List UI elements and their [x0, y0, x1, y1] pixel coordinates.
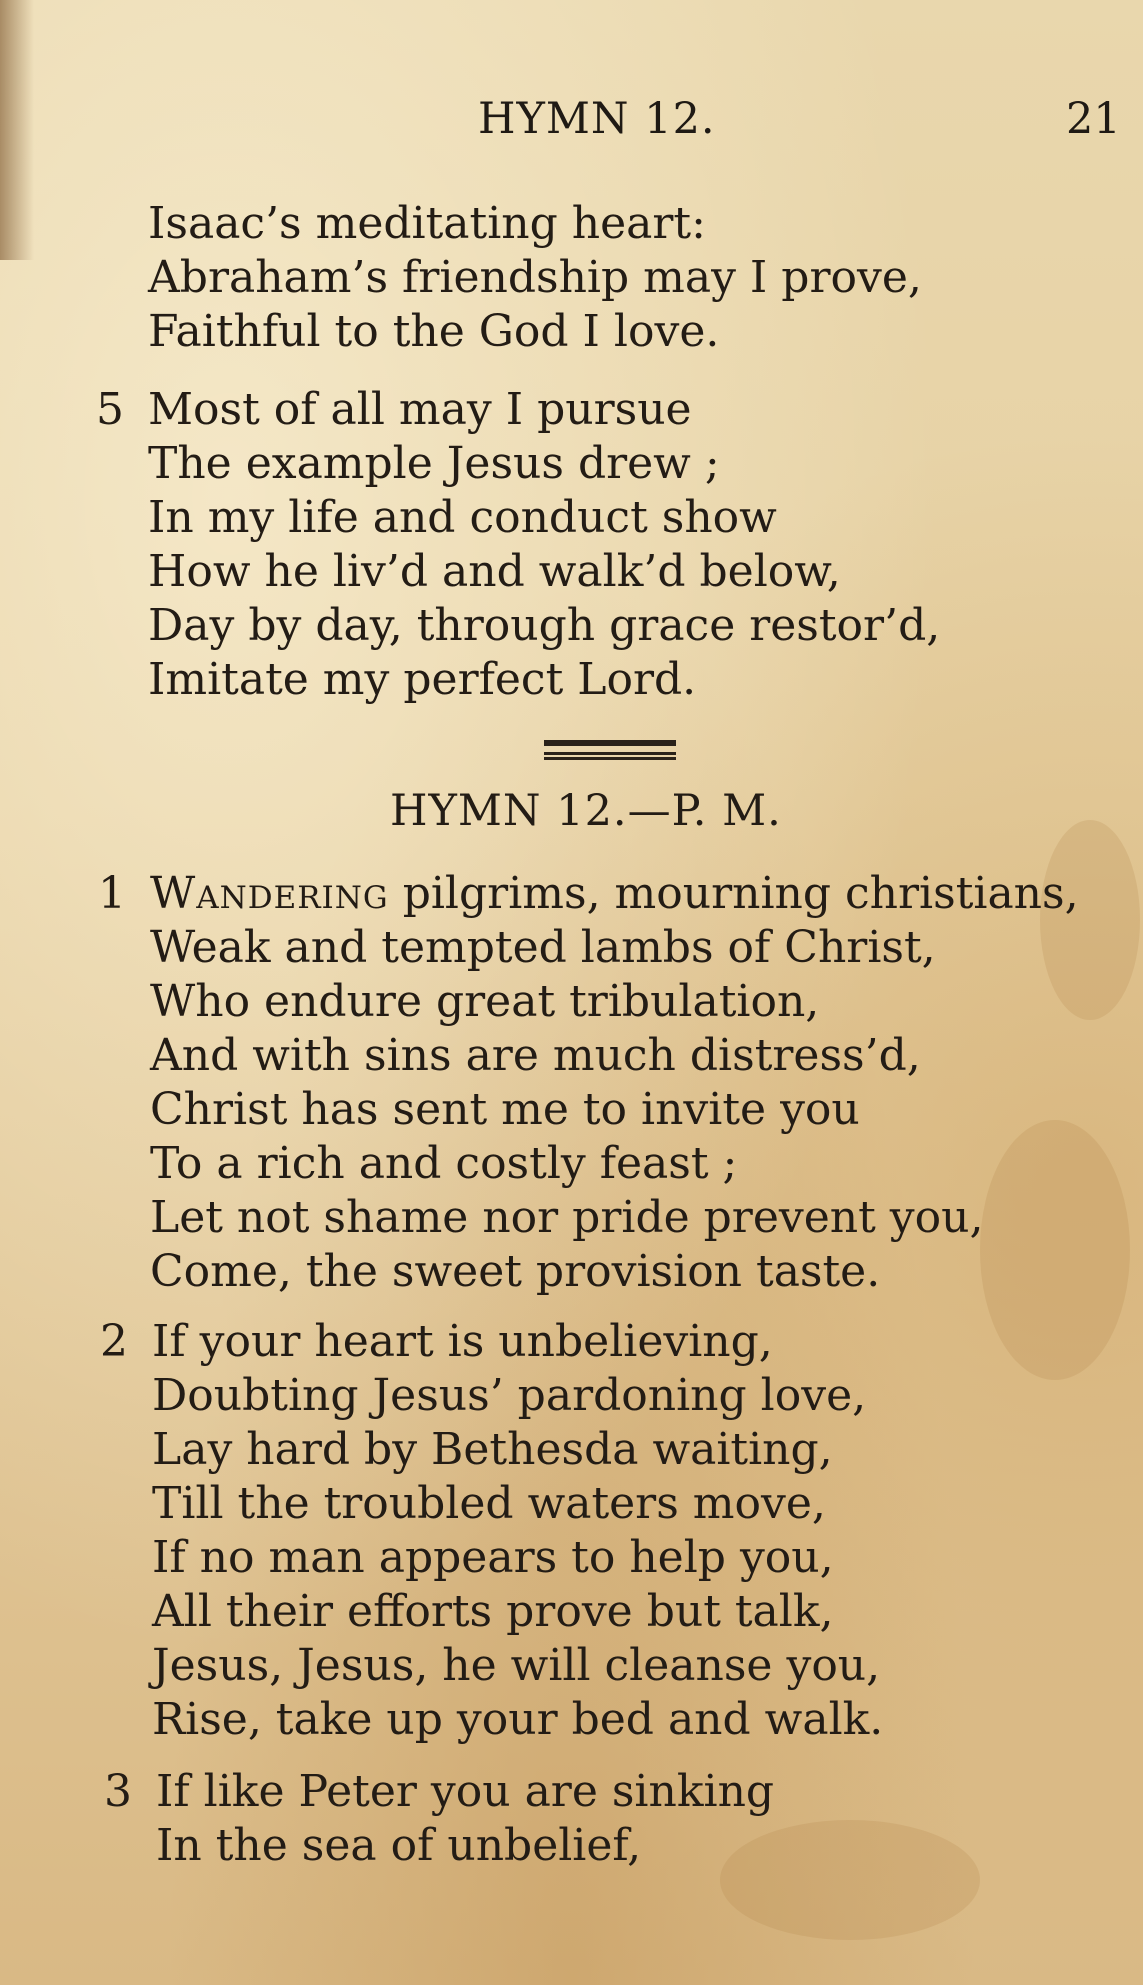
page-number: 21	[1066, 94, 1121, 144]
drop-word: Wandering	[150, 868, 389, 919]
verse-line: Faithful to the God I love.	[148, 306, 720, 357]
stanza-number: 3	[104, 1766, 132, 1817]
verse-line	[150, 868, 1079, 920]
verse-line: To a rich and costly feast ;	[150, 1138, 738, 1189]
section-divider-double	[544, 752, 676, 760]
paper-stain	[980, 1120, 1130, 1380]
stanza-number: 2	[100, 1316, 128, 1367]
verse-line: Abraham’s friendship may I prove,	[148, 252, 922, 303]
verse-line: Jesus, Jesus, he will cleanse you,	[152, 1640, 881, 1691]
verse-line: If your heart is unbelieving,	[152, 1316, 773, 1367]
paper-stain	[720, 1820, 980, 1940]
stanza-number: 5	[96, 384, 124, 435]
paper-stain	[1040, 820, 1140, 1020]
verse-line: Rise, take up your bed and walk.	[152, 1694, 884, 1745]
verse-line: Till the troubled waters move,	[152, 1478, 826, 1529]
page-header	[0, 94, 1143, 150]
verse-line: If no man appears to help you,	[152, 1532, 834, 1583]
verse-line: Christ has sent me to invite you	[150, 1084, 860, 1135]
verse-line: Weak and tempted lambs of Christ,	[150, 922, 936, 973]
verse-line: Lay hard by Bethesda waiting,	[152, 1424, 833, 1475]
verse-line: Let not shame nor pride prevent you,	[150, 1192, 984, 1243]
stanza-number: 1	[98, 868, 126, 919]
verse-line: Come, the sweet provision taste.	[150, 1246, 881, 1297]
section-divider	[544, 740, 676, 746]
verse-line: In the sea of unbelief,	[156, 1820, 642, 1871]
verse-line: The example Jesus drew ;	[148, 438, 720, 489]
verse-line: Who endure great tribulation,	[150, 976, 820, 1027]
verse-line: And with sins are much distress’d,	[150, 1030, 921, 1081]
verse-line: Most of all may I pursue	[148, 384, 692, 435]
verse-line: Doubting Jesus’ pardoning love,	[152, 1370, 867, 1421]
first-line-rest: pilgrims, mourning christians,	[388, 868, 1079, 919]
verse-line: In my life and conduct show	[148, 492, 777, 543]
verse-line: All their efforts prove but talk,	[152, 1586, 834, 1637]
verse-line: Imitate my perfect Lord.	[148, 654, 697, 705]
verse-line: How he liv’d and walk’d below,	[148, 546, 841, 597]
verse-line: Day by day, through grace restor’d,	[148, 600, 941, 651]
hymn-title: HYMN 12.—P. M.	[390, 786, 782, 836]
verse-line: Isaac’s meditating heart:	[148, 198, 706, 249]
running-head: HYMN 12.	[478, 94, 716, 144]
verse-line: If like Peter you are sinking	[156, 1766, 775, 1817]
